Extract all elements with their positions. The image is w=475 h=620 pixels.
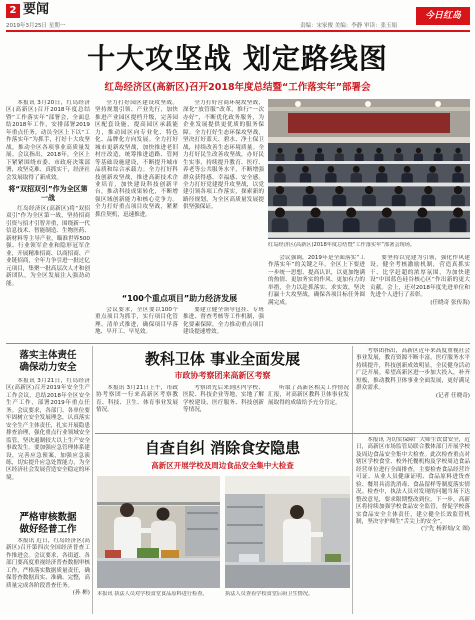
attendee-head xyxy=(378,166,385,173)
lead-paragraph: 全力打好园区建设攻坚战。坚持规划引领、产业先行，加快推进产业园区提档升级，完善园区配套设施，提高园区承载能力，推动园区向专业化、特色化、品牌化方向发展。全力打好城市更新攻坚战，加快推进老旧村庄改造，统筹推进道路、管网等基础设施建设，不断提升城市品质和综合承载力。全力打好科技创新攻坚战，推进高新技术企业培育，加快建设科技创新平台，推动科技成果转化，不断增强区域创新能力和核心竞争力。全力打好重点项目攻坚战，紧紧抓住契机，迅速推进。 xyxy=(95,100,178,218)
photo-caption-left: 本报讯 执法人员对学校食堂食品原料进行检查。 xyxy=(97,591,208,597)
food-safety-headline: 自查自纠 消除食安隐患 xyxy=(144,439,301,457)
census-paragraph: 本报讯 近日，红岛经济区(高新区)召开第四次全国经济普查工作推进会。会议要求，各街道、各部门要高度重视经济普查数据审核工作，严格落实数据质量责任，确保普查数据真实、准确、完整，高质量完成各阶段普查任务。 xyxy=(6,538,90,589)
masthead-logo: 今日红岛 xyxy=(416,7,470,25)
attendee-head xyxy=(454,186,462,194)
issue-date: 2019年3月25日 星期一 xyxy=(6,23,66,29)
lead-paragraph: 会议要求，全区要以100个重点项目为抓手，实行项目化管理、清单式推进，确保项目早落地、早开工、早见效。 xyxy=(95,307,178,336)
lead-section-heading: “100个重点项目”助力经济发展 xyxy=(121,294,238,303)
attendee-head xyxy=(436,148,441,153)
visit-column-4 xyxy=(356,348,470,430)
attendee-head xyxy=(395,186,403,194)
attendee-head xyxy=(453,208,463,218)
lead-subhead: 将“双招双引”作为全区第一战 xyxy=(8,184,88,202)
meeting-desk-row xyxy=(268,206,470,211)
attendee-head xyxy=(353,166,360,173)
story-divider xyxy=(95,433,470,434)
safety-article xyxy=(6,378,90,508)
attendee-head xyxy=(404,166,411,173)
visit-paragraph: 本报讯 3月21日上午，市政协考察团一行来高新区考察教育、科技、卫生、体育事业发展情况。 xyxy=(96,385,178,414)
kitchen-inspection-photo-left xyxy=(97,476,220,588)
food-safety-paragraph: 本报讯 为切实保障广大师生饮食安全，近日，高新区市场监管局联合教体部门开展学校及周边食品安全集中大检查。此次检查重点对辖区学校食堂、校外托餐机构及学校周边食品经营单位进行全面排查，主要检查食品经营许可证、从业人员健康证明、食品原料进货查验、餐用具清洗消毒、食品留样等制度落实情况。检查中，执法人员对发现的问题当场下达整改意见，要求限期整改到位。下一步，高新区将持续加强学校食品安全监管，督促学校落实食品安全主体责任，建立健全长效监管机制，坚决守护师生“舌尖上的安全”。 xyxy=(356,437,470,525)
visit-column-3 xyxy=(268,385,349,430)
meeting-photo-caption: 红岛经济区(高新区)2018年度总结暨“工作落实年”部署会现场。 xyxy=(268,242,416,248)
attendee-head xyxy=(455,148,460,153)
visit-paragraph: 考察团指出，高新区近年来高度重视社会事业发展，教育资源不断丰富，医疗服务水平持续提升，科技创新成效明显，全民健身活动广泛开展。希望高新区进一步加大投入，补齐短板，推动教科卫体事业全面发展，更好满足群众需求。 xyxy=(356,348,470,392)
section-title: 要闻 xyxy=(23,2,50,17)
attendee-head xyxy=(297,148,302,153)
meeting-desk-row xyxy=(268,183,470,187)
safety-headline xyxy=(6,350,90,374)
attendee-head xyxy=(306,186,314,194)
photo-caption-right: 执法人员查看学校食堂后厨卫生情况。 xyxy=(225,591,314,597)
lead-paragraph: 要坚持以党建为引领，强化作风建设，健全考核激励机制，营造真抓实干、比学赶超的浓厚氛围，为加快建设“中国蓝色硅谷核心区”作出新的更大贡献。会上，还对2018年度先进单位和先进个人进行了表彰。 xyxy=(370,255,470,299)
lead-column-3b xyxy=(183,307,264,341)
lead-subtitle: 红岛经济区(高新区)召开2018年度总结暨“工作落实年”部署会 xyxy=(104,82,371,93)
lead-paragraph: 红岛经济区(高新区)将“双招双引”作为全区第一战，坚持招商引资与招才引智并重，围绕新一代信息技术、智能制造、生物医药、新材料等主导产业，瞄准世界500强、行业领军企业和隐形冠军企业，开展精准招商、以商招商、产业链招商，全年力争引进一批过亿元项目，集聚一批高层次人才和创新团队，为全区发展注入强劲动能。 xyxy=(6,205,90,287)
visit-subtitle: 市政协考察团来高新区考察 xyxy=(174,371,271,380)
attendee-head xyxy=(455,166,462,173)
food-safety-article xyxy=(356,437,470,613)
kitchen-inspection-image-right xyxy=(225,476,350,588)
attendee-head xyxy=(416,148,421,153)
attendee-head xyxy=(302,166,309,173)
lead-byline: (任晓奇 张传海) xyxy=(430,299,470,306)
attendee-head xyxy=(327,166,334,173)
section-divider xyxy=(6,343,470,344)
attendee-head xyxy=(277,148,282,153)
editor-credits: 责编：宋家俊 美编：李静 审读：张玉娟 xyxy=(300,23,397,29)
lead-column-1 xyxy=(6,100,90,340)
safety-headline-line-1: 落实主体责任 xyxy=(19,350,77,361)
meeting-desk-row xyxy=(268,161,470,164)
attendee-head xyxy=(424,186,432,194)
lead-column-2 xyxy=(95,100,178,290)
attendee-head xyxy=(277,166,284,173)
visit-column-2 xyxy=(183,385,264,430)
meeting-photo-image xyxy=(268,99,470,239)
attendee-head xyxy=(396,148,401,153)
attendee-head xyxy=(382,208,392,218)
census-byline: (孙 彬) xyxy=(72,590,90,597)
visit-byline: (记者 任晓奇) xyxy=(435,392,470,399)
attendee-head xyxy=(365,186,373,194)
attendee-head xyxy=(311,208,321,218)
column-rule-left xyxy=(92,346,93,614)
attendee-head xyxy=(346,208,356,218)
food-safety-byline: (宁先 杨彩灿/文 图) xyxy=(421,526,470,533)
column-rule-right xyxy=(352,346,353,614)
attendee-head xyxy=(335,186,343,194)
attendee-head xyxy=(356,148,361,153)
visit-paragraph: 考察团先后来到区内学校、医院、科技企业等地，实地了解学校建设、医疗服务、科技创新等情况， xyxy=(183,385,264,414)
page-number: 2 xyxy=(6,4,20,18)
attendee-head xyxy=(276,186,284,194)
lead-column-3 xyxy=(183,100,264,290)
meeting-photo xyxy=(268,99,470,239)
attendee-head xyxy=(429,166,436,173)
header-rule xyxy=(6,30,470,32)
attendee-head xyxy=(317,148,322,153)
visit-paragraph: 听取了高新区相关工作情况汇报，对高新区教科卫体事业发展取得的成绩给予充分肯定。 xyxy=(268,385,349,406)
lead-paragraph: 会议强调，2019年是全面落实“工作落实年”的关键之年，全区上下要进一步统一思想、提高认识，以更加饱满的热情、更加务实的作风、更加有力的举措，全力以赴抓落实、求实效，坚决打赢十大攻坚战，确保各项目标任务圆满完成。 xyxy=(268,255,365,306)
census-headline xyxy=(6,512,90,536)
food-safety-subtitle: 高新区开展学校及周边食品安全集中大检查 xyxy=(151,461,294,470)
census-article xyxy=(6,538,90,612)
safety-headline-line-2: 确保动力安全 xyxy=(19,362,77,373)
visit-headline: 教科卫体 事业全面发展 xyxy=(144,350,301,368)
lead-column-2b xyxy=(95,307,178,341)
attendee-head xyxy=(417,208,427,218)
lead-column-4 xyxy=(268,255,365,341)
attendee-head xyxy=(275,208,285,218)
lead-headline: 十大攻坚战 划定路线图 xyxy=(87,42,388,75)
meeting-desk-row xyxy=(268,232,470,238)
lead-paragraph: 要建立健全领导包挂、专班推进、督查考核等工作机制，强化要素保障，全力推动重点项目建设提速增效。 xyxy=(183,307,264,336)
attendee-head xyxy=(337,148,342,153)
lead-column-5 xyxy=(370,255,470,341)
safety-paragraph: 本报讯 3月21日，红岛经济区(高新区)召开2019年安全生产工作会议，总结2018年全区安全生产工作，部署2019年重点任务。会议要求，各部门、各单位要牢固树立安全发展理念，认真落实安全生产主体责任，扎实开展隐患排查治理，强化重点行业领域安全监管，坚决遏制较大以上生产安全事故发生。要加强应急管理体系建设，完善应急预案，加强应急演练，切实提升应急处置能力，为全区经济社会发展营造安全稳定的环境。 xyxy=(6,378,90,481)
attendee-head xyxy=(376,148,381,153)
census-headline-line-2: 做好经普工作 xyxy=(19,524,77,535)
kitchen-inspection-image-left xyxy=(97,476,220,588)
lead-paragraph: 全力打好营商环境攻坚战，深化“放管服”改革，推行“一次办好”，不断优化政务服务，为企业发展提供更优质的服务保障。全力打好生态环保攻坚战，坚决打好蓝天、碧水、净土保卫战，持续改善生态环境质量。全力打好民生改善攻坚战，办好民生实事，持续提升教育、医疗、养老等公共服务水平，不断增强群众获得感、幸福感、安全感。全力打好党建提升攻坚战，以党建引领各项工作落实，探索新的路径规划，为全区高质量发展提供坚强保证。 xyxy=(183,100,264,211)
lead-paragraph: 本报讯 3月20日，红岛经济区(高新区)召开2018年度总结暨“工作落实年”部署会，全面总结2018年工作，安排部署2019年重点任务，动员全区上下以“工作落实年”为抓手，打好十大攻坚战，推动全区各项事业高质量发展。会议指出，2018年，全区上下紧紧围绕市委、市政府决策部署，攻坚克难、真抓实干，经济社会发展取得了新成效。 xyxy=(6,100,90,181)
census-headline-line-1: 严格审核数据 xyxy=(19,512,77,523)
kitchen-inspection-photo-right xyxy=(225,476,350,588)
visit-column-1 xyxy=(96,385,178,430)
